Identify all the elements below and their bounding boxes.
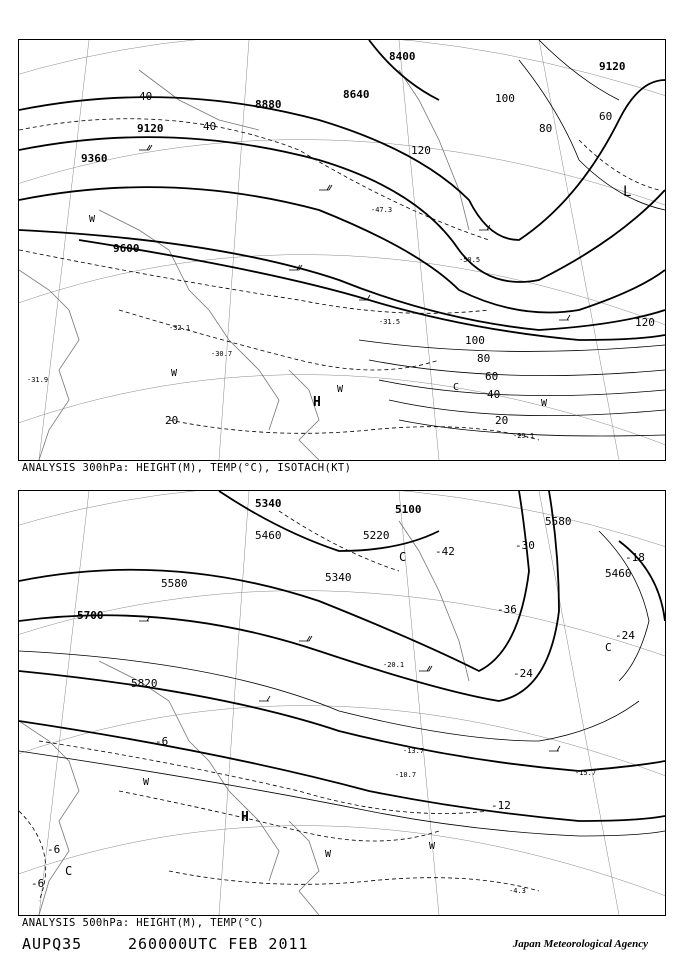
temp-value: -50.5 <box>459 256 481 264</box>
height-label: 5220 <box>363 529 390 542</box>
map-300hpa <box>19 40 665 460</box>
isotach-label: 120 <box>411 144 431 157</box>
height-label: 8880 <box>255 98 282 111</box>
height-contours <box>19 40 665 340</box>
height-contours <box>19 491 665 821</box>
coastline <box>19 70 469 460</box>
agency-name: Japan Meteorological Agency <box>512 938 648 950</box>
cold-mark: C <box>605 641 612 654</box>
height-label: 9360 <box>81 152 108 165</box>
warm-mark: W <box>337 384 344 395</box>
high-pressure-mark: H <box>313 395 321 410</box>
warm-mark: W <box>325 849 332 860</box>
valid-time: 260000UTC FEB 2011 <box>128 935 309 953</box>
height-label: 9600 <box>113 242 140 255</box>
temp-value: -29.1 <box>513 432 535 440</box>
height-label: 5580 <box>161 577 188 590</box>
isotach-label: 20 <box>495 414 509 427</box>
caption-500hpa: ANALYSIS 500hPa: HEIGHT(M), TEMP(°C) <box>22 917 264 929</box>
temp-value: -30.7 <box>211 350 233 358</box>
temp-label: -24 <box>615 629 635 642</box>
temp-label: -6 <box>155 735 169 748</box>
height-label: 5700 <box>77 609 104 622</box>
temp-value: -47.3 <box>371 206 393 214</box>
chart-id: AUPQ35 <box>22 935 83 953</box>
temp-label: -18 <box>625 551 645 564</box>
isotach-label: 40 <box>487 388 501 401</box>
isotach-label: 60 <box>599 110 613 123</box>
chart-300hpa <box>18 39 666 461</box>
isotach-label: 80 <box>477 352 491 365</box>
chart-500hpa <box>18 490 666 916</box>
map-500hpa <box>19 491 665 915</box>
warm-mark: W <box>429 841 436 852</box>
isotach-label: 100 <box>495 92 515 105</box>
temp-value: -13.7 <box>403 747 425 755</box>
cold-mark: C <box>65 864 73 878</box>
height-label: 5340 <box>325 571 352 584</box>
temp-label: -6 <box>31 877 45 890</box>
height-label: 5460 <box>605 567 632 580</box>
temp-label: -42 <box>435 545 455 558</box>
height-label: 8400 <box>389 50 416 63</box>
caption-300hpa: ANALYSIS 300hPa: HEIGHT(M), TEMP(°C), ISOTACH(KT) <box>22 462 352 474</box>
wind-barbs <box>139 616 560 751</box>
height-label: 5820 <box>131 677 158 690</box>
temp-label: -30 <box>515 539 535 552</box>
wind-barbs <box>139 145 570 320</box>
high-pressure-mark: H <box>241 810 249 825</box>
warm-mark: W <box>171 368 178 379</box>
height-label: 8640 <box>343 88 370 101</box>
temp-value: -20.1 <box>383 661 405 669</box>
isotach-label: 100 <box>465 334 485 347</box>
height-label: 5100 <box>395 503 422 516</box>
cold-mark: C <box>399 550 407 564</box>
temp-value: -10.7 <box>395 771 417 779</box>
warm-mark: W <box>143 777 150 788</box>
cold-mark: C <box>453 382 460 393</box>
temp-label: -12 <box>491 799 511 812</box>
graticule <box>19 491 665 915</box>
isotach-label: 60 <box>485 370 499 383</box>
height-label: 5580 <box>545 515 572 528</box>
height-label: 9120 <box>137 122 164 135</box>
temp-value: -15.7 <box>575 769 597 777</box>
temp-value: -4.3 <box>509 887 526 895</box>
warm-mark: W <box>89 214 96 225</box>
temp-value: -31.5 <box>379 318 401 326</box>
temp-value: -32.1 <box>169 324 191 332</box>
height-label: 5340 <box>255 497 282 510</box>
temp-label: -6 <box>47 843 61 856</box>
height-label: 9120 <box>599 60 626 73</box>
low-pressure-mark: L <box>623 184 632 200</box>
isotach-label: 40 <box>203 120 217 133</box>
temp-label: -36 <box>497 603 517 616</box>
isotach-label: 40 <box>139 90 153 103</box>
height-label: 5460 <box>255 529 282 542</box>
warm-mark: W <box>541 398 548 409</box>
isotach-label: 80 <box>539 122 553 135</box>
temp-value: -31.9 <box>27 376 49 384</box>
temp-label: -24 <box>513 667 533 680</box>
isotach-label: 20 <box>165 414 179 427</box>
isotach-label: 120 <box>635 316 655 329</box>
